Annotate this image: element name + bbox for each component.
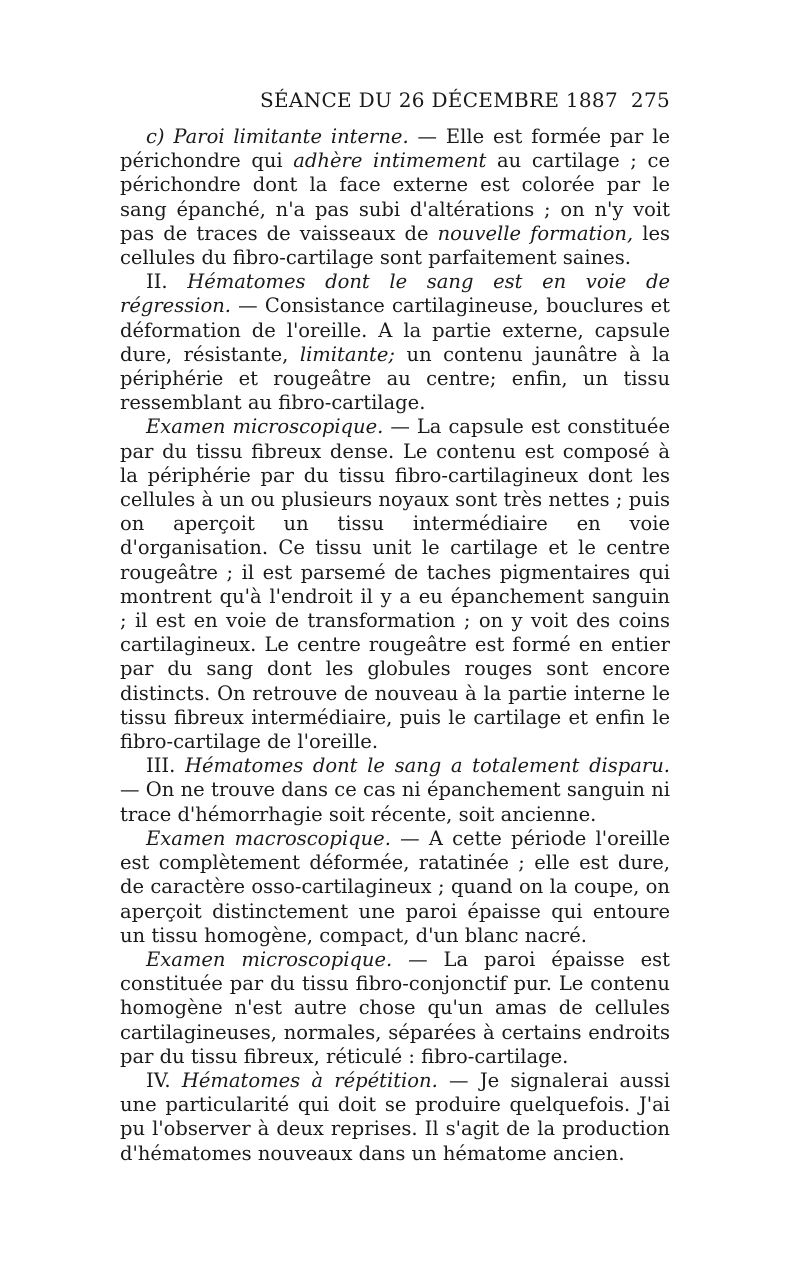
paragraph-examen-microscopique-2 <box>120 948 670 1069</box>
section-heading: c) Paroi limitante interne. <box>146 125 409 148</box>
text-run: — La capsule est constituée par du tissu fibreux dense. Le contenu est composé à la périphérie par du tissu fibro-cartilagineux dont les cellules à un ou plusieurs noyaux sont très nettes ; puis on aperçoit un tissu intermédiaire en voie d'organisation. Ce tissu unit le cartilage et le centre rougeâtre ; il est parsemé de taches pigmentaires qui montrent qu'à l'endroit il y a eu épanchement sanguin ; il est en voie de transformation ; on y voit des coins cartilagineux. Le centre rougeâtre est formé en entier par du sang dont les globules rouges sont encore distincts. On retrouve de nouveau à la partie interne le tissu fibreux intermédiaire, puis le cartilage et enfin le fibro-cartilage de l'oreille. <box>120 415 670 754</box>
section-number: II. <box>146 270 188 294</box>
paragraph-hematomes-regression <box>120 270 670 415</box>
text-run: au cartilage ; ce périchondre dont la face externe est colorée par le sang épanché, n'a pas subi d'altérations ; on n'y voit pas de traces de vaisseaux de <box>120 149 670 245</box>
section-heading: Hématomes dont le sang est en voie de régression. <box>120 270 670 318</box>
emphasis: limitante; <box>299 342 395 366</box>
paragraph-paroi-limitante <box>120 125 670 270</box>
text-run: un contenu jaunâtre à la périphérie et rougeâtre au centre; enfin, un tissu ressemblant au fibro-cartilage. <box>120 342 670 415</box>
paragraph-examen-macroscopique <box>120 827 670 948</box>
paragraph-hematomes-disparu <box>120 754 670 827</box>
text-run: — Elle est formée par le périchondre qui <box>120 125 670 173</box>
emphasis: nouvelle formation, <box>437 221 634 245</box>
text-run: — On ne trouve dans ce cas ni épanchement sanguin ni trace d'hémorrhagie soit récente, soit ancienne. <box>120 778 670 826</box>
running-title: SÉANCE DU 26 DÉCEMBRE 1887 <box>260 88 618 112</box>
section-heading: Hématomes à répétition. <box>181 1068 438 1092</box>
text-run: les cellules du fibro-cartilage sont parfaitement saines. <box>120 221 671 270</box>
section-heading: Hématomes dont le sang a totalement disparu. <box>184 754 670 778</box>
text-run: — A cette période l'oreille est complètement déformée, ratatinée ; elle est dure, de caractère osso-cartilagineux ; quand on la coupe, on aperçoit distinctement une paroi épaisse qui entoure un tissu homogène, compact, d'un blanc nacré. <box>120 826 670 947</box>
section-number: IV. <box>146 1068 182 1092</box>
section-number: III. <box>146 754 185 778</box>
paragraph-examen-microscopique-1 <box>120 415 670 754</box>
body-text <box>120 125 670 1166</box>
paragraph-hematomes-repetition <box>120 1069 670 1166</box>
text-run: — Je signalerai aussi une particularité qui doit se produire quelquefois. J'ai pu l'observer à deux reprises. Il s'agit de la production d'hématomes nouveaux dans un hématome ancien. <box>120 1068 670 1165</box>
page-number: 275 <box>630 88 670 112</box>
section-heading: Examen microscopique. <box>146 947 393 971</box>
section-heading: Examen microscopique. <box>146 415 384 439</box>
section-heading: Examen macroscopique. <box>146 826 391 850</box>
emphasis: adhère intimement <box>293 149 487 173</box>
text-run: — Consistance cartilagineuse, bouclures et déformation de l'oreille. A la partie externe, capsule dure, résistante, <box>120 294 670 366</box>
text-run: — La paroi épaisse est constituée par du tissu fibro-conjonctif pur. Le contenu homogène n'est autre chose qu'un amas de cellules cartilagineuses, normales, séparées à certains endroits par du tissu fibreux, réticulé : fibro-cartilage. <box>120 947 670 1068</box>
